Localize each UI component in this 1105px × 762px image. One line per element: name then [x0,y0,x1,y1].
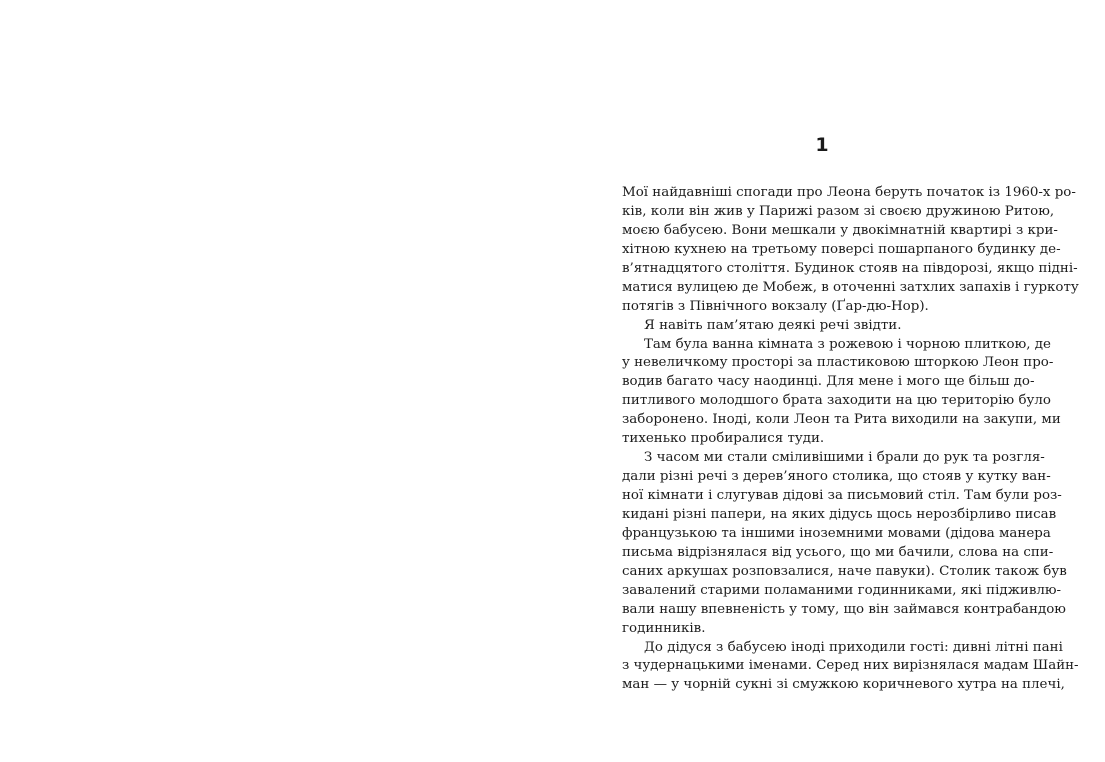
text-line: Я навіть пам’ятаю деякі речі звідти. [644,317,902,333]
text-line: ної кімнати і слугував дідові за письмовий стіл. Там були роз- [622,488,1062,503]
text-line: завалений старими поламаними годинниками, які підживлю- [622,582,1062,598]
text-line: хітною кухнею на третьому поверсі пошарпаного будинку де- [622,241,1061,257]
text-line: французькою та іншими іноземними мовами (дідова манера [622,525,1051,541]
text-line: водив багато часу наодинці. Для мене і мого ще більш до- [622,374,1035,390]
text-line: тихенько пробиралися туди. [622,431,825,447]
text-line: у невеличкому просторі за пластиковою шторкою Леон про- [622,355,1054,371]
text-line: письма відрізнялася від усього, що ми бачили, слова на спи- [622,544,1054,560]
text-line: моєю бабусею. Вони мешкали у двокімнатній квартирі з кри- [622,222,1058,238]
text-line: заборонено. Іноді, коли Леон та Рита виходили на закупи, ми [622,412,1061,428]
text-line: З часом ми стали сміливішими і брали до рук та розгля- [644,450,1045,466]
body-text [622,184,1079,695]
text-line: ман — у чорній сукні зі смужкою коричневого хутра на плечі, [622,677,1065,693]
text-line: матися вулицею де Мобеж, в оточенні затхлих запахів і гуркоту [622,279,1079,295]
text-line: годинників. [622,620,706,636]
text-line: Там була ванна кімната з рожевою і чорною плиткою, де [644,336,1051,352]
text-line: Мої найдавніші спогади про Леона беруть початок із 1960-х ро- [622,185,1076,200]
left-page-blank [0,0,552,762]
text-line: До дідуся з бабусею іноді приходили гості: дивні літні пані [644,639,1063,655]
text-line: кидані різні папери, на яких дідусь щось нерозбірливо писав [622,506,1057,522]
chapter-number: 1 [815,134,829,156]
text-line: ків, коли він жив у Парижі разом зі своєю дружиною Ритою, [622,203,1055,219]
text-line: вали нашу впевненість у тому, що він займався контрабандою [622,601,1066,617]
text-line: в’ятнадцятого століття. Будинок стояв на півдорозі, якщо підні- [622,260,1078,276]
text-line: потягів з Північного вокзалу (Ґар-дю-Нор). [622,298,929,314]
text-line: дали різні речі з дерев’яного столика, що стояв у кутку ван- [622,469,1051,485]
text-line: саних аркушах розповзалися, наче павуки). Столик також був [622,563,1067,579]
text-line: питливого молодшого брата заходити на цю територію було [622,393,1051,409]
text-line: з чудернацькими іменами. Серед них вирізнялася мадам Шайн- [622,658,1079,674]
